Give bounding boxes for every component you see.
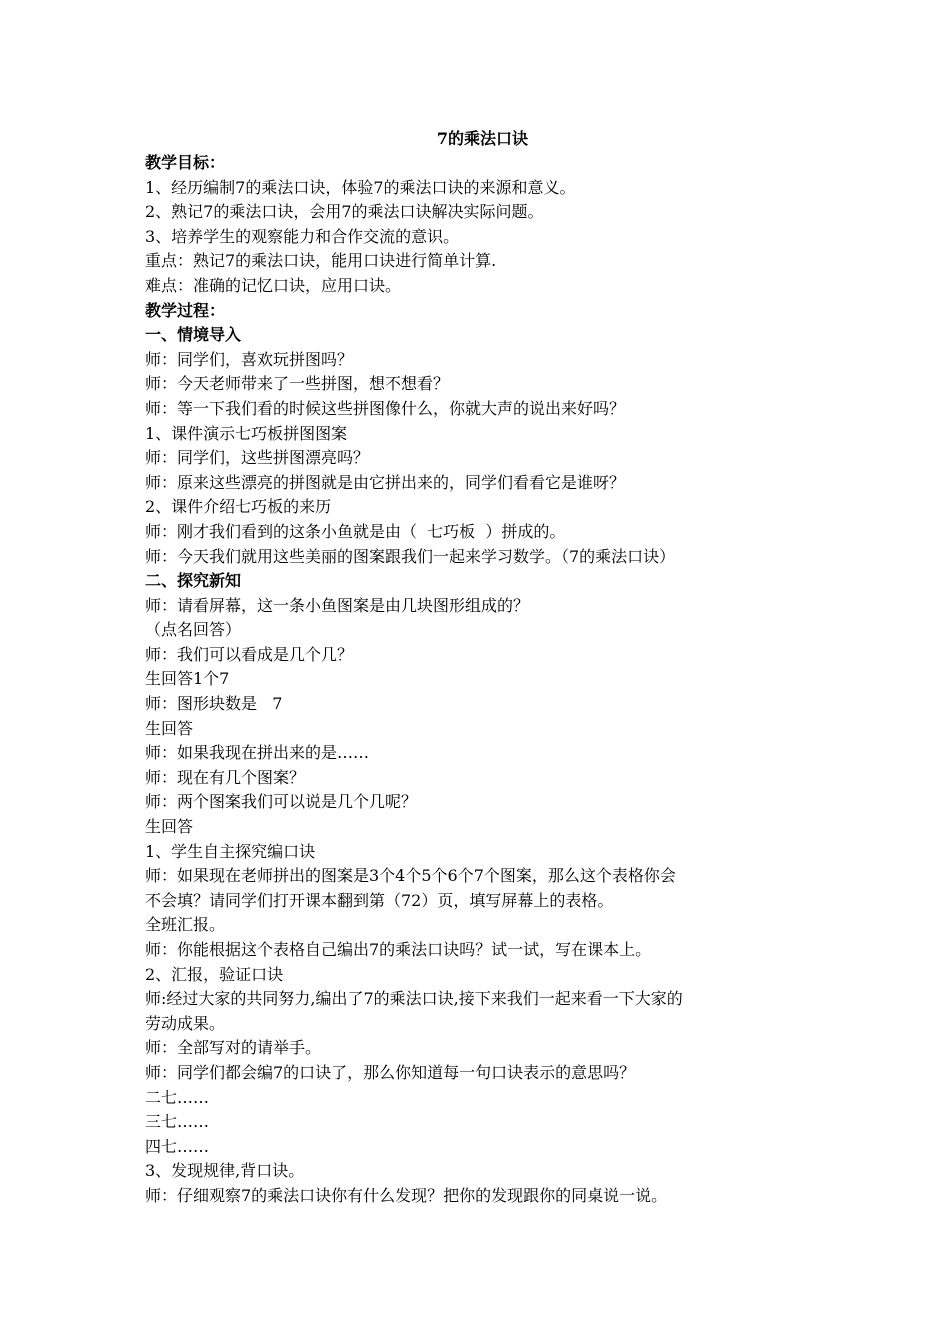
section-heading: 教学过程： (145, 300, 226, 320)
text-line: 重点：熟记7的乘法口诀，能用口诀进行简单计算. (145, 251, 497, 271)
text-line: 师：两个图案我们可以说是几个几呢？ (145, 792, 418, 812)
text-line: 师：图形块数是 7 (145, 694, 283, 714)
text-line: 全班汇报。 (145, 915, 226, 935)
text-line: 师：我们可以看成是几个几？ (145, 644, 354, 664)
text-line: 师：同学们，喜欢玩拼图吗？ (145, 349, 354, 369)
text-line: 师：今天我们就用这些美丽的图案跟我们一起来学习数学。（7的乘法口诀） (145, 546, 676, 566)
text-line: 2、汇报，验证口诀 (145, 964, 284, 984)
text-line: 生回答 (145, 817, 194, 837)
section-heading: 一、情境导入 (145, 325, 242, 345)
text-line: 三七…… (145, 1112, 210, 1132)
text-line: 不会填？请同学们打开课本翻到第（72）页，填写屏幕上的表格。 (145, 890, 614, 910)
text-line: 师：如果我现在拼出来的是…… (145, 743, 370, 763)
text-line: 难点：准确的记忆口诀，应用口诀。 (145, 275, 402, 295)
text-line: 师：同学们都会编7的口诀了，那么你知道每一句口诀表示的意思吗？ (145, 1062, 636, 1082)
text-line: 师：等一下我们看的时候这些拼图像什么，你就大声的说出来好吗？ (145, 398, 626, 418)
document-body (145, 151, 820, 1209)
section-heading: 教学目标： (145, 153, 226, 172)
text-line: 师：现在有几个图案？ (145, 767, 306, 787)
text-line: 二七…… (145, 1087, 210, 1107)
text-line: 劳动成果。 (145, 1013, 226, 1033)
text-line: 生回答1个7 (145, 669, 230, 689)
document-title: 7的乘法口诀 (436, 129, 529, 148)
text-line: 师：请看屏幕，这一条小鱼图案是由几块图形组成的？ (145, 595, 530, 615)
text-line: 1、经历编制7的乘法口诀，体验7的乘法口诀的来源和意义。 (145, 177, 576, 197)
text-line: 师:经过大家的共同努力,编出了7的乘法口诀,接下来我们一起来看一下大家的 (145, 989, 683, 1009)
text-line: 四七…… (145, 1136, 210, 1156)
text-line: 师：刚才我们看到的这条小鱼就是由（ 七巧板 ）拼成的。 (145, 521, 566, 541)
text-line: 师：同学们，这些拼图漂亮吗？ (145, 448, 370, 468)
text-line: 2、课件介绍七巧板的来历 (145, 497, 332, 517)
text-line: 1、学生自主探究编口诀 (145, 841, 316, 861)
text-line: 师：原来这些漂亮的拼图就是由它拼出来的，同学们看看它是谁呀？ (145, 472, 626, 492)
text-line: 师：全部写对的请举手。 (145, 1038, 322, 1058)
text-line: 师：仔细观察7的乘法口诀你有什么发现？把你的发现跟你的同桌说一说。 (145, 1185, 668, 1205)
text-line: 师：你能根据这个表格自己编出7的乘法口诀吗？试一试，写在课本上。 (145, 940, 652, 959)
text-line: （点名回答） (145, 620, 242, 640)
text-line: 3、发现规律,背口诀。 (145, 1161, 305, 1181)
text-line: 1、课件演示七巧板拼图图案 (145, 423, 348, 443)
document-page (145, 127, 820, 1209)
section-heading: 二、探究新知 (145, 571, 242, 591)
text-line: 2、熟记7的乘法口诀，会用7的乘法口诀解决实际问题。 (145, 202, 544, 222)
text-line: 3、培养学生的观察能力和合作交流的意识。 (145, 226, 460, 246)
text-line: 生回答 (145, 718, 194, 738)
text-line: 师：如果现在老师拼出的图案是3个4个5个6个7个图案，那么这个表格你会 (145, 866, 676, 886)
text-line: 师：今天老师带来了一些拼图，想不想看？ (145, 374, 450, 394)
